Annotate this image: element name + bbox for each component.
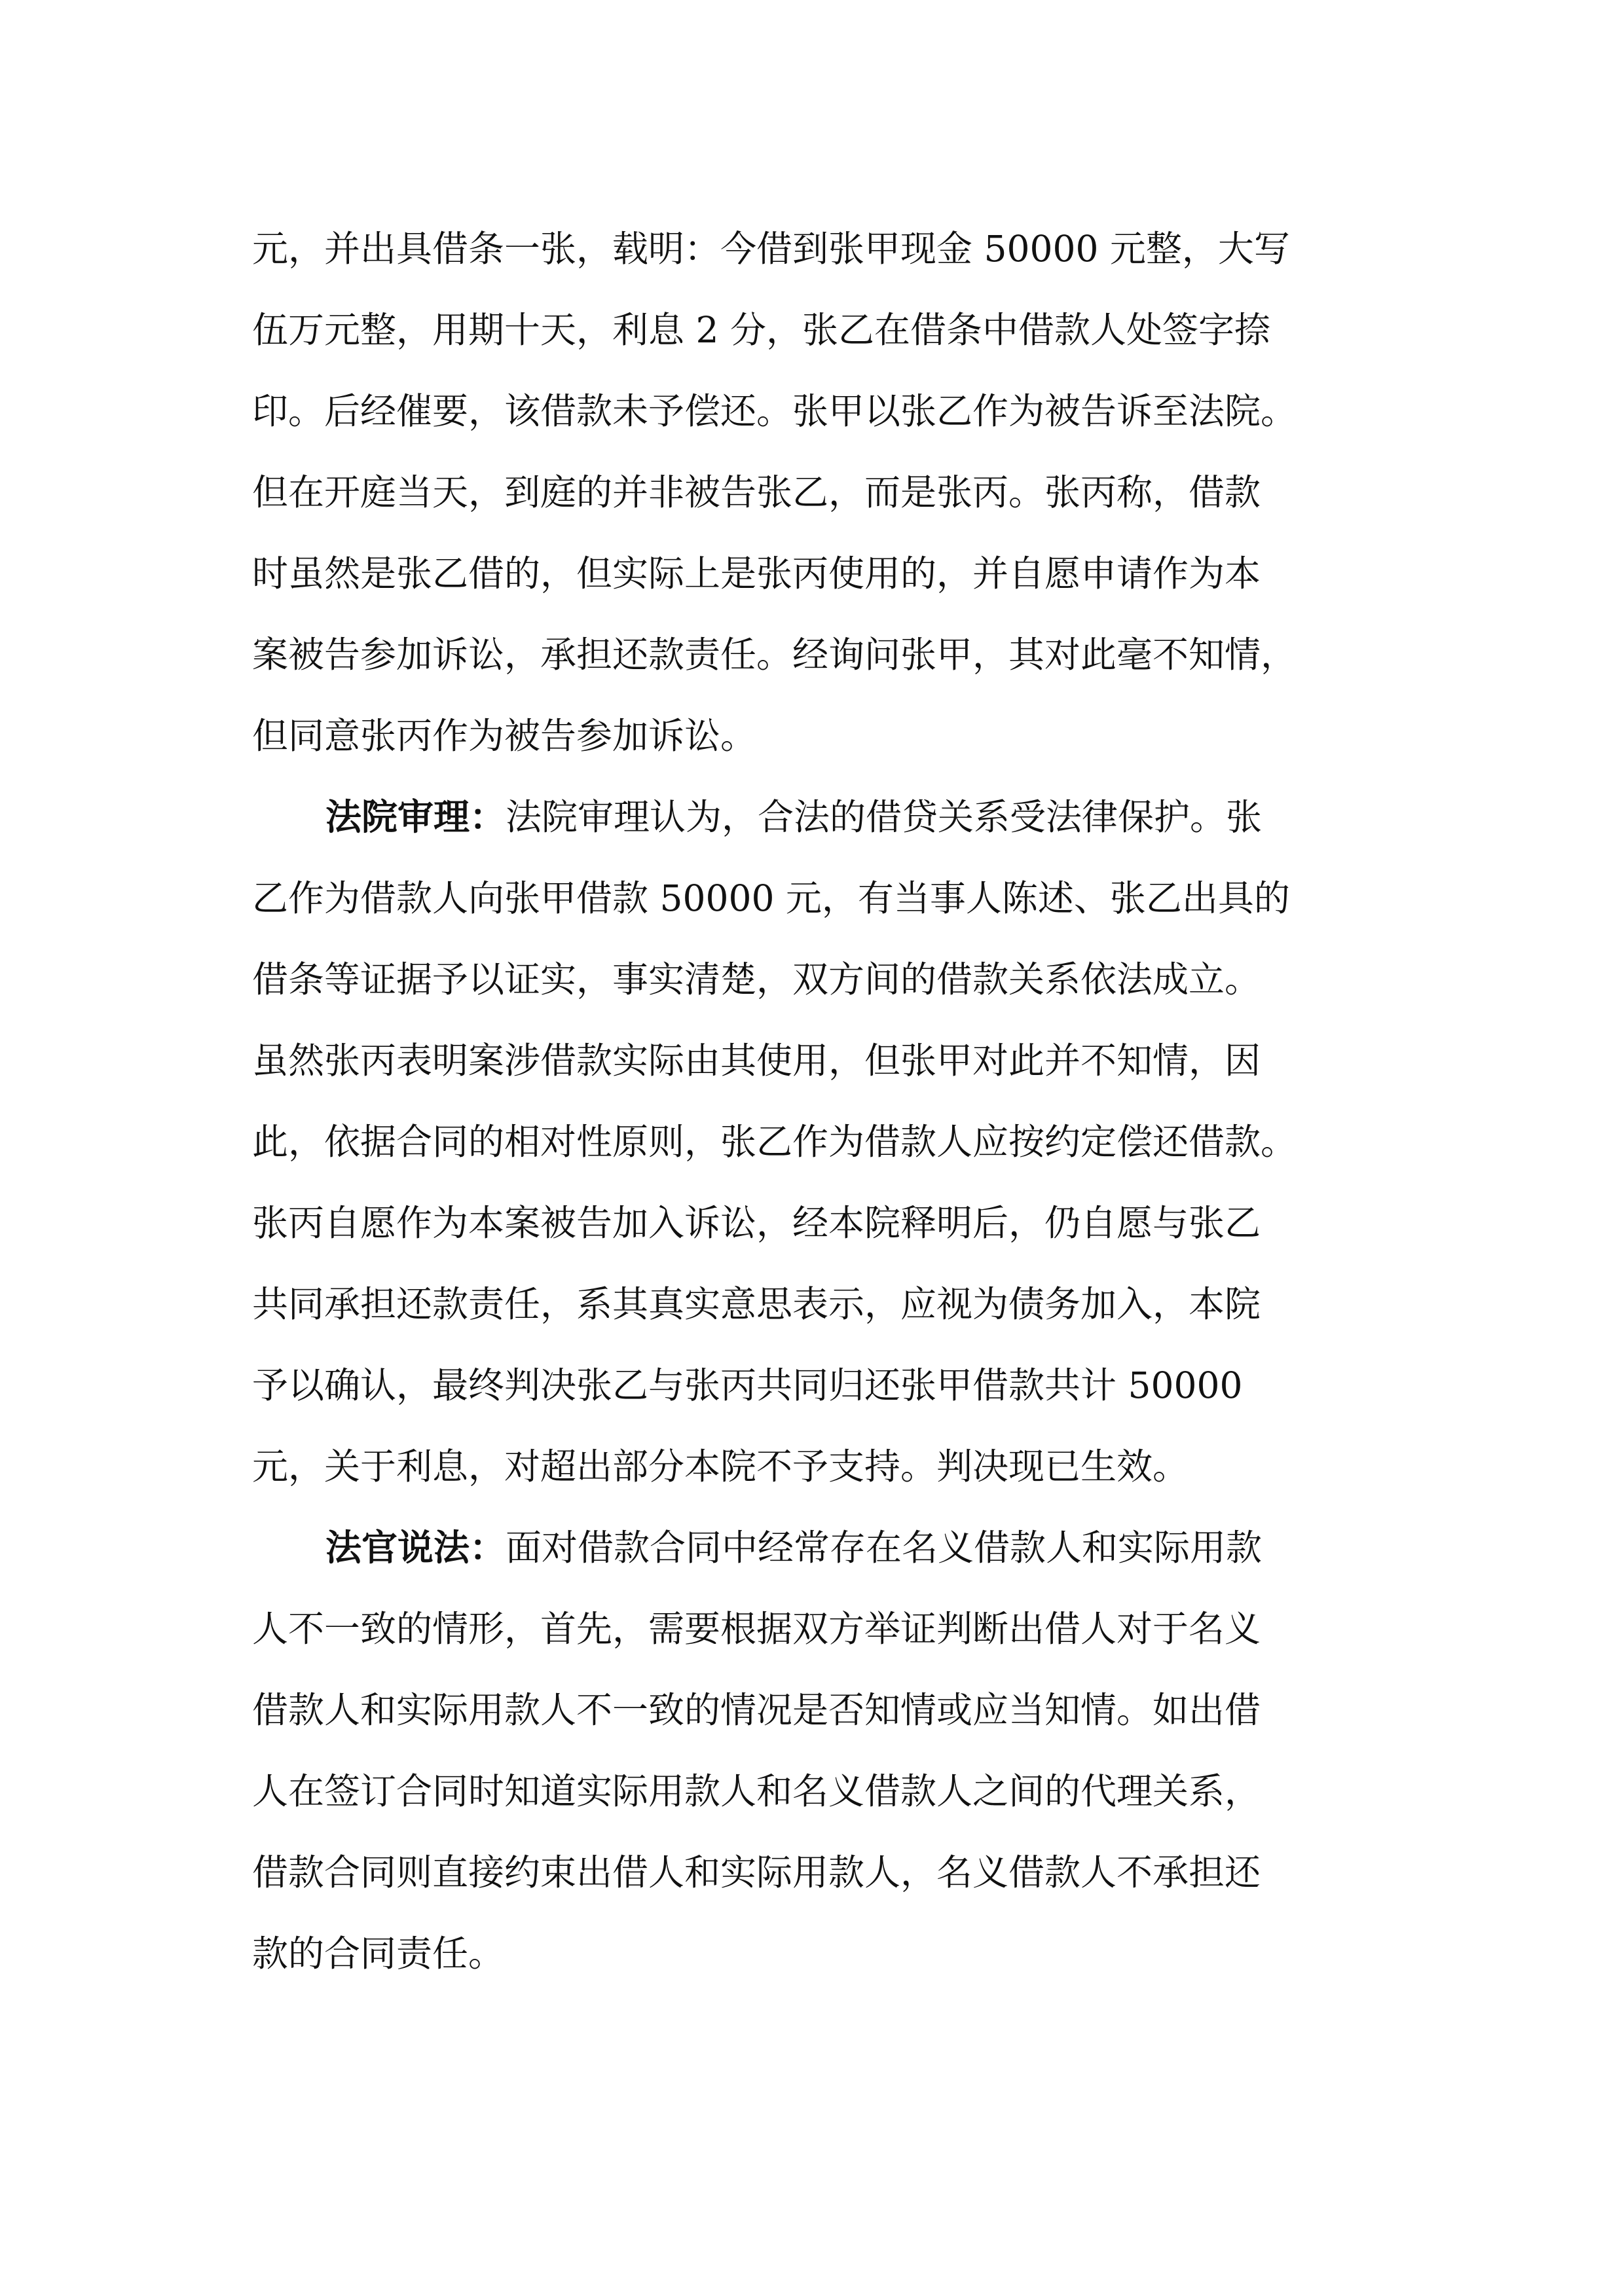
text-line: 款的合同责任。	[252, 1933, 505, 1975]
text-line-body: 法院审理认为，合法的借贷关系受法律保护。张	[506, 796, 1263, 838]
paragraph-judge-comment	[252, 1507, 1375, 1994]
text-line: 案被告参加诉讼，承担还款责任。经询问张甲，其对此毫不知情，	[252, 634, 1297, 676]
document-body	[252, 208, 1375, 1994]
text-line: 时虽然是张乙借的，但实际上是张丙使用的，并自愿申请作为本	[252, 553, 1261, 594]
text-line: 予以确认，最终判决张乙与张丙共同归还张甲借款共计 50000	[252, 1364, 1243, 1406]
paragraph-court-trial	[252, 776, 1375, 1507]
text-line: 张丙自愿作为本案被告加入诉讼，经本院释明后，仍自愿与张乙	[252, 1202, 1261, 1244]
section-lead-judge-comment: 法官说法：	[325, 1526, 506, 1569]
text-line: 元，并出具借条一张，载明：今借到张甲现金 50000 元整，大写	[252, 228, 1290, 270]
text-line: 此，依据合同的相对性原则，张乙作为借款人应按约定偿还借款。	[252, 1121, 1297, 1163]
paragraph-case-facts	[252, 208, 1375, 776]
text-line: 乙作为借款人向张甲借款 50000 元，有当事人陈述、张乙出具的	[252, 877, 1290, 919]
section-lead-court-trial: 法院审理：	[325, 795, 506, 838]
text-line	[252, 1507, 1375, 1588]
text-line-body: 面对借款合同中经常存在名义借款人和实际用款	[506, 1527, 1263, 1569]
text-line: 借款合同则直接约束出借人和实际用款人，名义借款人不承担还	[252, 1851, 1261, 1893]
text-line: 但同意张丙作为被告参加诉讼。	[252, 715, 757, 757]
text-line: 人在签订合同时知道实际用款人和名义借款人之间的代理关系，	[252, 1770, 1261, 1812]
text-line: 印。后经催要，该借款未予偿还。张甲以张乙作为被告诉至法院。	[252, 390, 1297, 432]
text-line: 但在开庭当天，到庭的并非被告张乙，而是张丙。张丙称，借款	[252, 471, 1261, 513]
text-line	[252, 776, 1375, 858]
text-line: 共同承担还款责任，系其真实意思表示，应视为债务加入，本院	[252, 1283, 1261, 1325]
text-line: 元，关于利息，对超出部分本院不予支持。判决现已生效。	[252, 1446, 1189, 1487]
text-line: 借款人和实际用款人不一致的情况是否知情或应当知情。如出借	[252, 1689, 1261, 1731]
text-line: 人不一致的情形，首先，需要根据双方举证判断出借人对于名义	[252, 1608, 1261, 1650]
text-line: 伍万元整，用期十天，利息 2 分，张乙在借条中借款人处签字捺	[252, 309, 1270, 351]
text-line: 虽然张丙表明案涉借款实际由其使用，但张甲对此并不知情，因	[252, 1040, 1261, 1082]
text-line: 借条等证据予以证实，事实清楚，双方间的借款关系依法成立。	[252, 958, 1261, 1000]
